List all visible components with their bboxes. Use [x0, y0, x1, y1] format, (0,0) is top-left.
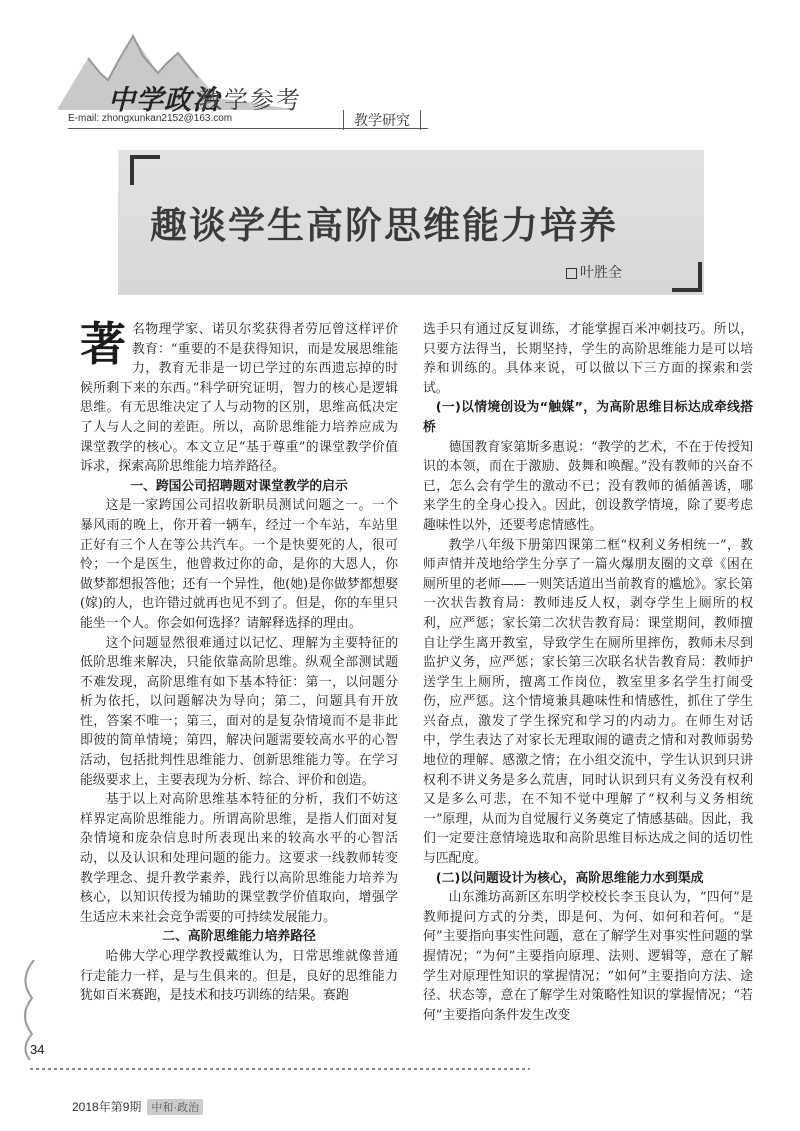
- issue-label: 2018年第9期: [72, 1100, 142, 1114]
- body-paragraph: 这个问题显然很难通过以记忆、理解为主要特征的低阶思维来解决，只能依靠高阶思维。纵观全部测试题不难发现，高阶思维有如下基本特征：第一，以问题分析为依托，以问题解决为导向；第二，问题具有开放性，答案不唯一；第三，面对的是复杂情境而不是非此即彼的简单情境；第四，解决问题需要较高水平的心智活动，包括批判性思维能力、创新思维能力等。在学习能级要求上，主要表现为分析、综合、评价和创造。: [80, 635, 398, 788]
- intro-text: 名物理学家、诺贝尔奖获得者劳厄曾这样评价教育：“重要的不是获得知识，而是发展思维能力，教育无非是一切已学过的东西遗忘掉的时候所剩下来的东西。”科学研究证明，智力的核心是逻辑思维。有无思维决定了人与动物的区别，思维高低决定了人与人之间的差距。所以，高阶思维能力培养应成为课堂教学的核心。本文立足“基于尊重”的课堂教学价值诉求，探索高阶思维能力培养路径。: [80, 322, 398, 475]
- body-paragraph: 教学八年级下册第四课第二框“权利义务相统一”，教师声情并茂地给学生分享了一篇火爆朋友圈的文章《困在厕所里的老师——一则笑话道出当前教育的尴尬》。家长第一次状告教育局：教师违反人权，剥夺学生上厕所的权利，应严惩；家长第二次状告教育局：课堂期间，教师擅自让学生离开教室，导致学生在厕所里摔伤，教师未尽到监护义务，应严惩；家长第三次联名状告教育局：教师护送学生上厕所，擅离工作岗位，教室里多名学生打闹受伤，应严惩。这个情境兼具趣味性和情感性，抓住了学生兴奋点，激发了学生探究和学习的内动力。在师生对话中，学生表达了对家长无理取闹的谴责之情和对教师弱势地位的理解、感激之情；在小组交流中，学生认识到只讲权利不讲义务是多么荒唐，同时认识到只有义务没有权利又是多么可悲，在不知不觉中理解了“权利与义务相统一”原理，从而为自觉履行义务奠定了情感基础。因此，我们一定要注意情境选取和高阶思维目标达成之间的适切性与匹配度。: [423, 537, 753, 867]
- corner-bracket-bottom-right: [672, 262, 702, 292]
- section-heading-1: 一、跨国公司招聘题对课堂教学的启示: [130, 478, 348, 494]
- footer-issue: [72, 1098, 203, 1115]
- footer-divider: [30, 1068, 530, 1070]
- journal-brand: 中学政治: [108, 85, 220, 116]
- section-label: 教学研究: [343, 110, 421, 130]
- author-square-icon: [566, 268, 577, 279]
- subsection-heading-1: (一)以情境创设为“触媒”，为高阶思维目标达成牵线搭桥: [423, 400, 753, 435]
- journal-email: E-mail: zhongxunkan2152@163.com: [68, 113, 233, 124]
- section-heading-2: 二、高阶思维能力培养路径: [162, 929, 316, 945]
- drop-cap: 著: [80, 317, 126, 371]
- footer-tag: 中和·政治: [147, 1099, 203, 1115]
- body-paragraph: 基于以上对高阶思维基本特征的分析，我们不妨这样界定高阶思维能力。所谓高阶思维，是指人们面对复杂情境和庞杂信息时所表现出来的较高水平的心智活动，以及认识和处理问题的能力。这要求一线教师转变教学理念、提升教学素养，践行以高阶思维能力培养为核心，以知识传授为辅助的课堂教学价值取向，增强学生适应未来社会竞争需要的可持续发展能力。: [80, 792, 398, 925]
- left-column: [80, 317, 398, 1006]
- right-column: [423, 320, 753, 1025]
- journal-subtitle: 教学参考: [198, 86, 302, 114]
- page-number: 34: [30, 1042, 45, 1057]
- author-name: 叶胜全: [580, 265, 622, 281]
- article-author: [566, 262, 622, 282]
- intro-paragraph: [80, 317, 398, 477]
- body-paragraph: 选手只有通过反复训练，才能掌握百米冲刺技巧。所以，只要方法得当，长期坚持，学生的高阶思维能力是可以培养和训练的。具体来说，可以做以下三方面的探索和尝试。: [423, 322, 753, 396]
- journal-header: [48, 18, 468, 133]
- body-paragraph: 山东潍坊高新区东明学校校长李玉良认为，“四何”是教师提问方式的分类，即是何、为何、如何和若何。“是何”主要指向事实性问题，意在了解学生对事实性问题的掌握情况；“为何”主要指向原理、法则、逻辑等，意在了解学生对原理性知识的掌握情况；“如何”主要指向方法、途径、状态等，意在了解学生对策略性知识的掌握情况；“若何”主要指向条件发生改变: [423, 890, 753, 1023]
- subsection-heading-2: (二)以问题设计为核心，高阶思维能力水到渠成: [435, 870, 704, 886]
- corner-bracket-top-left: [130, 155, 160, 185]
- body-paragraph: 德国教育家第斯多惠说：“教学的艺术，不在于传授知识的本领，而在于激励、鼓舞和唤醒。”没有教师的兴奋不已，怎么会有学生的激动不已；没有教师的循循善诱，哪来学生的全身心投入。因此，创设教学情境，除了要考虑趣味性以外，还要考虑情感性。: [423, 439, 753, 533]
- body-paragraph: 哈佛大学心理学教授戴维认为，日常思维就像普通行走能力一样，是与生俱来的。但是，良好的思维能力犹如百米赛跑，是技术和技巧训练的结果。赛跑: [80, 949, 398, 1004]
- body-paragraph: 这是一家跨国公司招收新职员测试问题之一。一个暴风雨的晚上，你开着一辆车，经过一个车站，车站里正好有三个人在等公共汽车。一个是快要死的人，很可怜；一个是医生，他曾救过你的命，是你的大恩人，你做梦都想报答他；还有一个异性，他(她)是你做梦都想娶(嫁)的人，也许错过就再也见不到了。但是，你的车里只能坐一个人。你会如何选择？请解释选择的理由。: [80, 498, 398, 631]
- article-title: 趣谈学生高阶思维能力培养: [150, 204, 618, 247]
